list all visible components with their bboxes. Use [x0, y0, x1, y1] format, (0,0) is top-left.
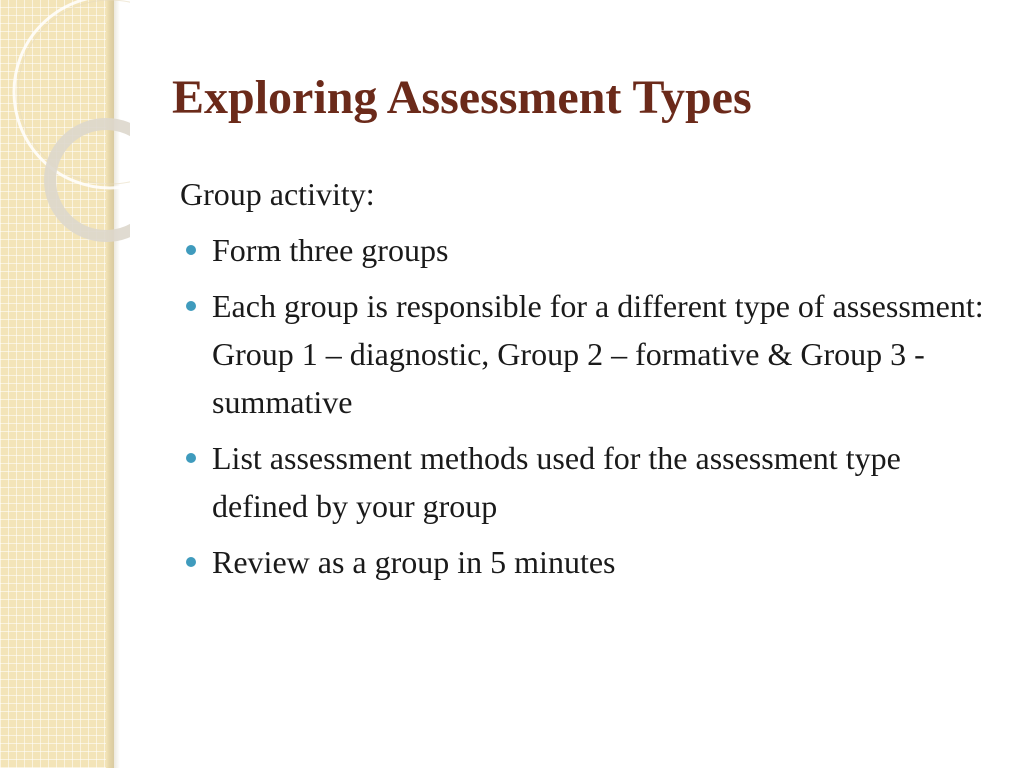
- large-ring: [14, 0, 130, 188]
- bullet-dot-icon: [186, 453, 196, 463]
- bullet-dot-icon: [186, 245, 196, 255]
- slide-title: Exploring Assessment Types: [172, 71, 752, 124]
- large-ring-inner: [18, 0, 130, 184]
- slide-content: [180, 170, 1000, 594]
- intro-text: Group activity:: [180, 176, 375, 212]
- bullet-dot-icon: [186, 301, 196, 311]
- bullet-item: [180, 282, 1000, 426]
- bullet-item: [180, 538, 1000, 586]
- bullet-item: [180, 226, 1000, 274]
- bullet-text: Each group is responsible for a different type of assessment: Group 1 – diagnostic, Group 2 – formative & Group 3 - summative: [212, 288, 984, 420]
- small-ring: [50, 124, 130, 236]
- bullet-dot-icon: [186, 557, 196, 567]
- bullet-text: Review as a group in 5 minutes: [212, 544, 616, 580]
- decorative-rings: [0, 0, 130, 260]
- bullet-item: [180, 434, 1000, 530]
- bullet-text: Form three groups: [212, 232, 449, 268]
- bullet-list: [180, 226, 1000, 586]
- bullet-text: List assessment methods used for the assessment type defined by your group: [212, 440, 901, 524]
